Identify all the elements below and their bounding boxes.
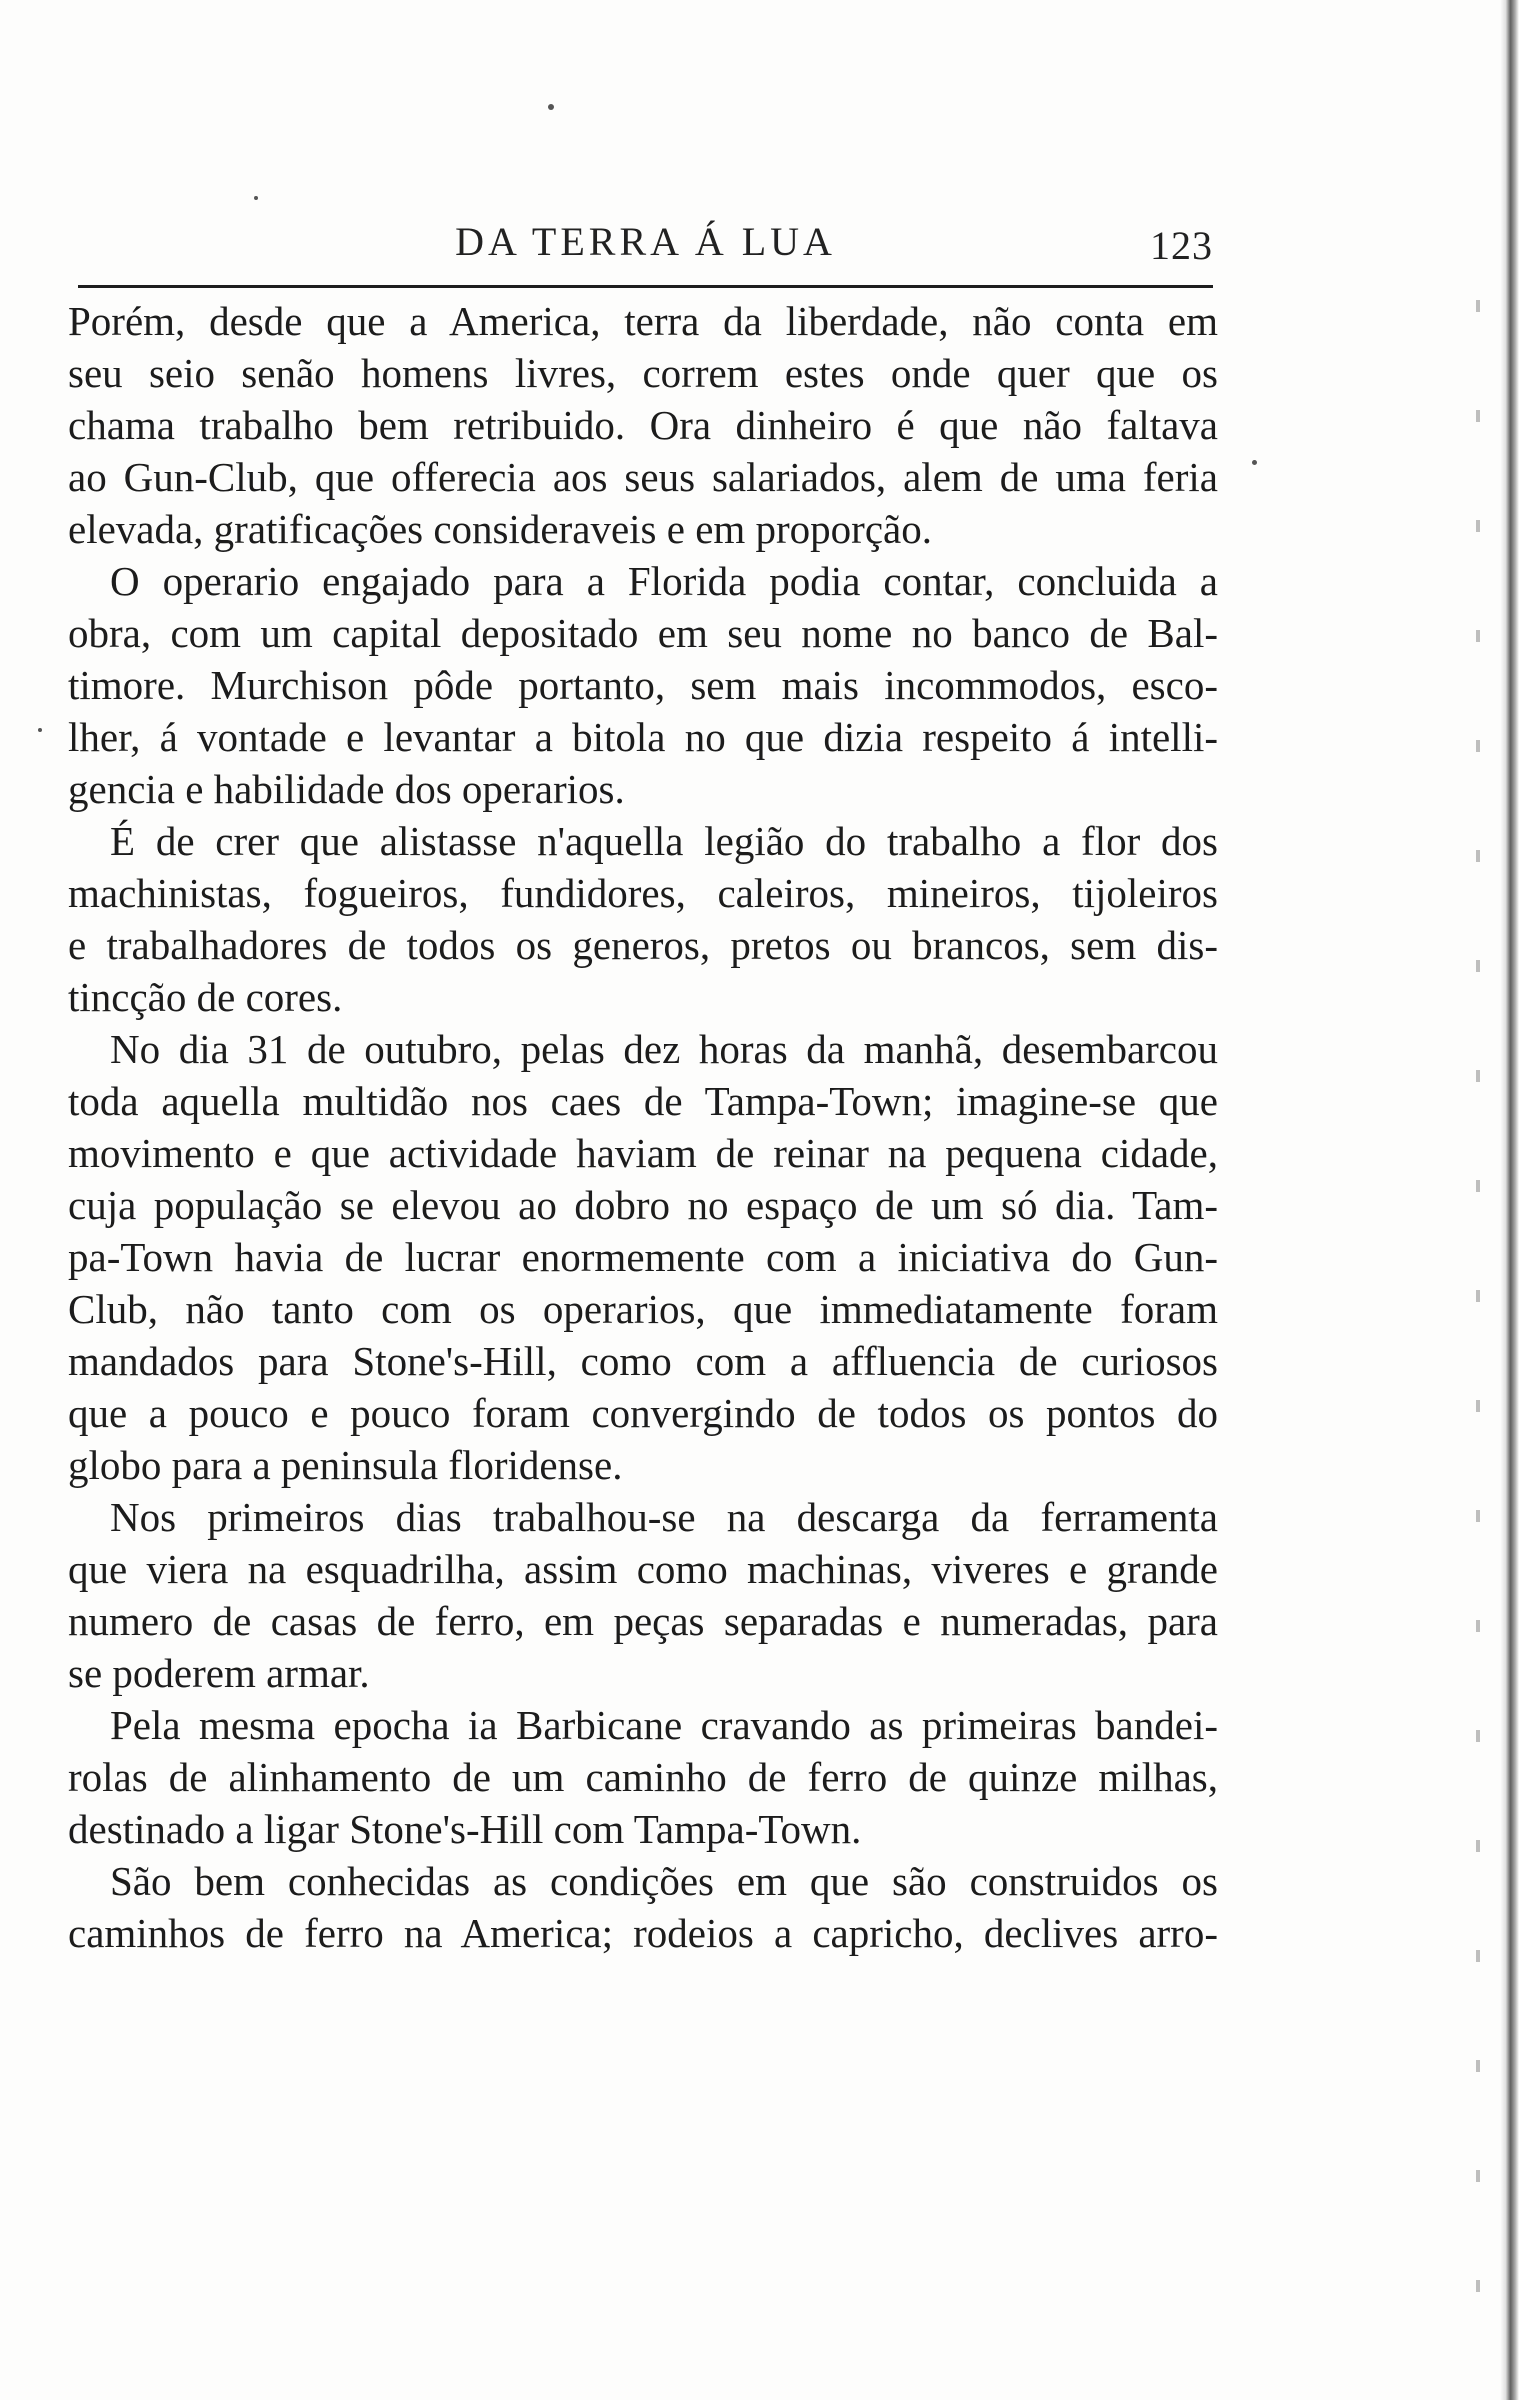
text-line: lher, á vontade e levantar a bitola no que dizia respeito á intelli- (68, 714, 1218, 760)
text-line: que viera na esquadrilha, assim como machinas, viveres e grande (68, 1546, 1218, 1592)
text-line: ao Gun-Club, que offerecia aos seus salariados, alem de uma feria (68, 454, 1218, 500)
running-title: DA TERRA Á LUA (455, 219, 836, 264)
text-line: chama trabalho bem retribuido. Ora dinheiro é que não faltava (68, 402, 1218, 448)
text-line: São bem conhecidas as condições em que são construidos os (110, 1858, 1218, 1904)
body-text (68, 295, 1218, 1959)
text-line: numero de casas de ferro, em peças separadas e numeradas, para (68, 1598, 1218, 1644)
binding-edge-shadow (1500, 0, 1519, 2400)
running-head (78, 218, 1213, 278)
text-line: No dia 31 de outubro, pelas dez horas da manhã, desembarcou (110, 1026, 1218, 1072)
text-line: Nos primeiros dias trabalhou-se na descarga da ferramenta (110, 1494, 1218, 1540)
scan-speck (548, 104, 554, 110)
text-line: e trabalhadores de todos os generos, pretos ou brancos, sem dis- (68, 922, 1218, 968)
header-rule (78, 285, 1213, 288)
scan-speck (38, 728, 42, 732)
scan-speck (254, 196, 258, 200)
text-line: elevada, gratificações consideraveis e em proporção. (68, 506, 932, 552)
text-line: pa-Town havia de lucrar enormemente com a iniciativa do Gun- (68, 1234, 1218, 1280)
text-line: rolas de alinhamento de um caminho de ferro de quinze milhas, (68, 1754, 1218, 1800)
text-line: destinado a ligar Stone's-Hill com Tampa-Town. (68, 1806, 862, 1852)
text-line: mandados para Stone's-Hill, como com a affluencia de curiosos (68, 1338, 1218, 1384)
text-line: seu seio senão homens livres, correm estes onde quer que os (68, 350, 1218, 396)
text-line: globo para a peninsula floridense. (68, 1442, 623, 1488)
text-line: machinistas, fogueiros, fundidores, caleiros, mineiros, tijoleiros (68, 870, 1218, 916)
scan-speck (1252, 460, 1257, 465)
text-line: movimento e que actividade haviam de reinar na pequena cidade, (68, 1130, 1218, 1176)
text-line: cuja população se elevou ao dobro no espaço de um só dia. Tam- (68, 1182, 1218, 1228)
text-line: O operario engajado para a Florida podia contar, concluida a (110, 558, 1218, 604)
text-line: Pela mesma epocha ia Barbicane cravando as primeiras bandei- (110, 1702, 1218, 1748)
text-line: caminhos de ferro na America; rodeios a capricho, declives arro- (68, 1910, 1218, 1956)
page-number: 123 (1150, 223, 1213, 268)
text-line: se poderem armar. (68, 1650, 370, 1696)
text-line: Club, não tanto com os operarios, que immediatamente foram (68, 1286, 1218, 1332)
scan-noise-strip (1476, 260, 1480, 2360)
text-line: É de crer que alistasse n'aquella legião do trabalho a flor dos (110, 818, 1218, 864)
text-line: tincção de cores. (68, 974, 343, 1020)
text-line: timore. Murchison pôde portanto, sem mais incommodos, esco- (68, 662, 1218, 708)
text-line: que a pouco e pouco foram convergindo de todos os pontos do (68, 1390, 1218, 1436)
text-line: toda aquella multidão nos caes de Tampa-Town; imagine-se que (68, 1078, 1218, 1124)
text-line: Porém, desde que a America, terra da liberdade, não conta em (68, 298, 1218, 344)
text-line: obra, com um capital depositado em seu nome no banco de Bal- (68, 610, 1218, 656)
text-line: gencia e habilidade dos operarios. (68, 766, 625, 812)
